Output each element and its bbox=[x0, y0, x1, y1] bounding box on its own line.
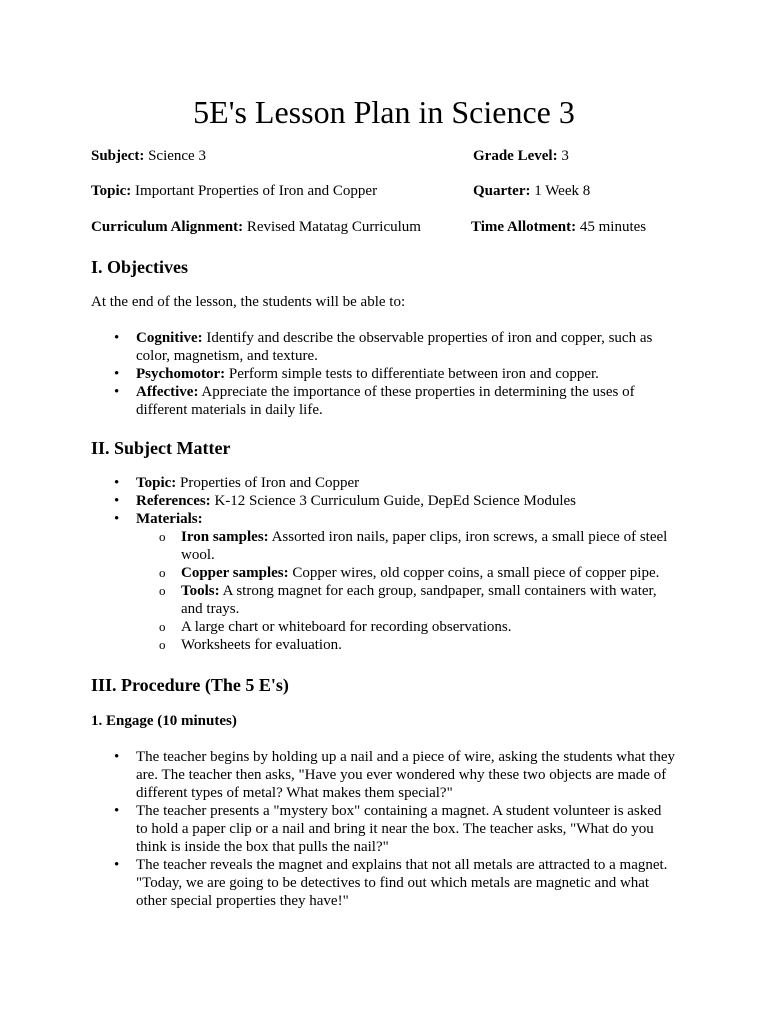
list-item: o A large chart or whiteboard for recording observations. bbox=[159, 619, 512, 635]
list-item: • Cognitive: Identify and describe the observable properties of iron and copper, such as color, magnetism, and texture. bbox=[114, 330, 653, 364]
bullet-icon: • bbox=[114, 511, 120, 527]
bullet-icon: • bbox=[114, 749, 120, 765]
engage-heading: 1. Engage (10 minutes) bbox=[91, 713, 237, 729]
bullet-icon: • bbox=[114, 384, 120, 400]
meta-quarter: Quarter: 1 Week 8 bbox=[473, 183, 591, 199]
list-item: o Tools: A strong magnet for each group, sandpaper, small containers with water, and trays. bbox=[159, 583, 657, 617]
list-item: o Iron samples: Assorted iron nails, paper clips, iron screws, a small piece of steel wool. bbox=[159, 529, 668, 563]
list-item: • The teacher presents a "mystery box" containing a magnet. A student volunteer is asked to hold a paper clip or a nail and bring it near the box. The teacher asks, "What do you think is inside the box that pulls the nail?" bbox=[114, 803, 662, 855]
circle-bullet-icon: o bbox=[159, 529, 166, 544]
list-item: • The teacher begins by holding up a nail and a piece of wire, asking the students what they are. The teacher then asks, "Have you ever wondered why these two objects are made of different types of metal? What makes them special?" bbox=[114, 749, 676, 801]
list-item: o Worksheets for evaluation. bbox=[159, 637, 342, 653]
subject-matter-heading: II. Subject Matter bbox=[91, 438, 231, 458]
subject-matter-list bbox=[114, 474, 686, 654]
bullet-icon: • bbox=[114, 475, 120, 491]
objectives-heading: I. Objectives bbox=[91, 257, 188, 277]
list-item: • References: K-12 Science 3 Curriculum Guide, DepEd Science Modules bbox=[114, 493, 577, 509]
list-item: • The teacher reveals the magnet and explains that not all metals are attracted to a magnet. "Today, we are going to be detectives to find out which metals are magnetic and what other special properties they have!" bbox=[114, 857, 668, 909]
list-item: • Psychomotor: Perform simple tests to differentiate between iron and copper. bbox=[114, 366, 599, 382]
document-title: 5E's Lesson Plan in Science 3 bbox=[193, 94, 575, 130]
list-item: • Affective: Appreciate the importance of these properties in determining the uses of different materials in daily life. bbox=[114, 384, 635, 418]
meta-grade-level: Grade Level: 3 bbox=[473, 148, 569, 164]
bullet-icon: • bbox=[114, 493, 120, 509]
bullet-icon: • bbox=[114, 330, 120, 346]
meta-subject: Subject: Science 3 bbox=[91, 148, 206, 164]
circle-bullet-icon: o bbox=[159, 565, 166, 580]
objectives-intro: At the end of the lesson, the students will be able to: bbox=[91, 294, 406, 310]
meta-time-allotment: Time Allotment: 45 minutes bbox=[471, 219, 647, 235]
list-item: • Topic: Properties of Iron and Copper bbox=[114, 475, 360, 491]
meta-curriculum: Curriculum Alignment: Revised Matatag Curriculum bbox=[91, 219, 421, 235]
objectives-list bbox=[114, 329, 686, 419]
bullet-icon: • bbox=[114, 366, 120, 382]
procedure-heading: III. Procedure (The 5 E's) bbox=[91, 675, 289, 695]
bullet-icon: • bbox=[114, 857, 120, 873]
engage-list bbox=[114, 748, 686, 910]
circle-bullet-icon: o bbox=[159, 619, 166, 634]
materials-list bbox=[159, 528, 686, 654]
bullet-icon: • bbox=[114, 803, 120, 819]
meta-topic: Topic: Important Properties of Iron and Copper bbox=[91, 183, 378, 199]
circle-bullet-icon: o bbox=[159, 637, 166, 652]
list-item: • Materials: o Iron samples: Assorted iron nails, paper clips, iron screws, a small piece of steel wool. o Copper samples: Copper wires, old copper coins, a small piece of copper pipe. o Tools: A strong magnet for each group, sandpaper, small containers with water, and trays. o A large chart or whiteboard for recording observations. o Worksheets for evaluation. bbox=[136, 510, 686, 654]
list-item: o Copper samples: Copper wires, old copper coins, a small piece of copper pipe. bbox=[159, 565, 660, 581]
circle-bullet-icon: o bbox=[159, 583, 166, 598]
